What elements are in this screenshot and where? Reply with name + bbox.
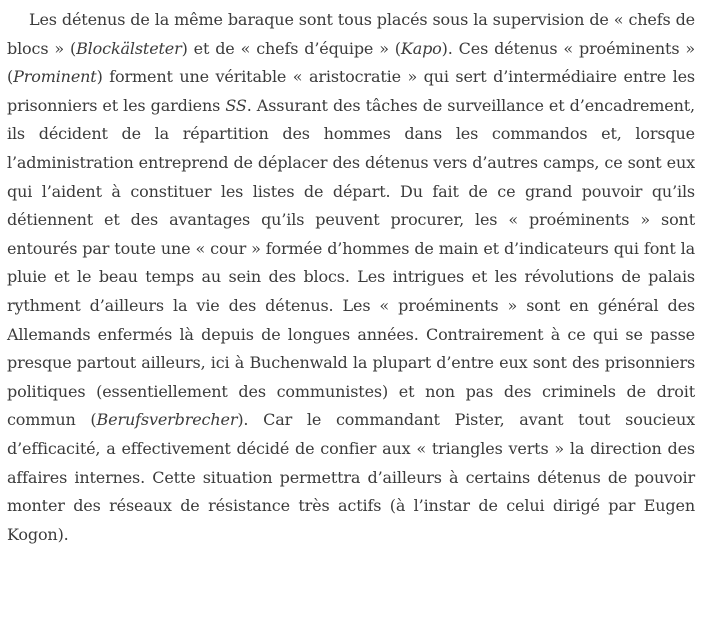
body-paragraph — [7, 6, 695, 549]
italic-term-berufsverbrecher: Berufsverbrecher — [96, 410, 238, 430]
text-run: ) et de « chefs d’équipe » ( — [181, 38, 401, 58]
italic-term-kapo: Kapo — [400, 38, 442, 58]
italic-term-ss: SS — [225, 95, 247, 115]
italic-term-blockalsteter: Blockälsteter — [76, 38, 182, 58]
italic-term-prominent: Prominent — [13, 67, 97, 87]
text-run: ). Car le commandant Pister, avant tout soucieux d’efficacité, a effectivement décidé de confier aux « triangles verts » la direction des affaires internes. Cette situation permettra d’ailleurs à certains détenus de pouvoir monter des réseaux de résistance très actifs (à l’instar de celui dirigé par Eugen Kogon). — [7, 410, 695, 544]
document-page — [7, 6, 695, 549]
text-run: Les détenus de la même baraque sont tous placés sous la supervision de « chefs de blocs » ( — [7, 10, 695, 58]
text-run: ). Ces détenus « proéminents » ( — [7, 38, 695, 87]
text-run: . Assurant des tâches de surveillance et d’encadrement, ils décident de la répartition des hommes dans les commandos et, lorsque l’administration entreprend de déplacer des détenus vers d’autres camps, ce sont eux qui l’aident à constituer les listes de départ. Du fait de ce grand pouvoir qu’ils détiennent et des avantages qu’ils peuvent procurer, les « proéminents » sont entourés par toute une « cour » formée d’hommes de main et d’indicateurs qui font la pluie et le beau temps au sein des blocs. Les intrigues et les révolutions de palais rythment d’ailleurs la vie des détenus. Les « proéminents » sont en général des Allemands enfermés là depuis de longues années. Contrairement à ce qui se passe presque partout ailleurs, ici à Buchenwald la plupart d’entre eux sont des prisonniers politiques (essentiellement des communistes) et non pas des criminels de droit commun ( — [7, 95, 695, 430]
text-run: ) forment une véritable « aristocratie » qui sert d’intermédiaire entre les prisonniers et les gardiens — [7, 67, 695, 115]
